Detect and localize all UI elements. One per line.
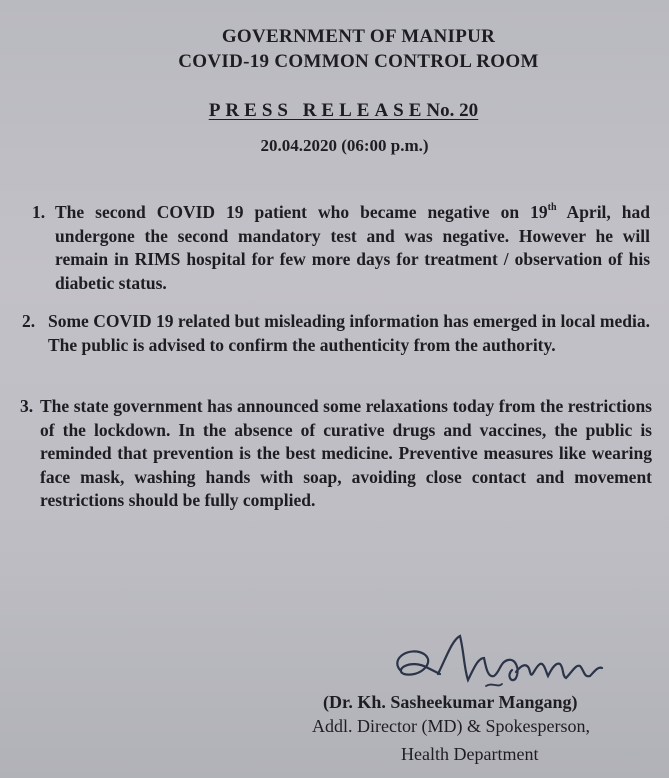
item-text: The second COVID 19 patient who became negative on 19th April, had undergone the second mandatory test and was negative. However he will remain in RIMS hospital for few more days for treatment / observation of his diabetic status. xyxy=(55,202,650,293)
signatory-name: (Dr. Kh. Sasheekumar Mangang) xyxy=(323,692,578,712)
press-release-title xyxy=(0,100,669,122)
release-date: 20.04.2020 (06:00 p.m.) xyxy=(260,136,429,155)
item-number: 1. xyxy=(32,202,46,222)
handwritten-signature xyxy=(380,628,620,698)
item-text: The state government has announced some relaxations today from the restrictions of the lockdown. In the absence of curative drugs and vaccines, the public is reminded that prevention is the best medicine. Preventive measures like wearing face mask, washing hands with soap, avoiding close contact and movement restrictions should be fully complied. xyxy=(40,396,652,511)
list-item xyxy=(30,201,650,295)
control-room-heading: COVID-19 COMMON CONTROL ROOM xyxy=(178,51,539,72)
signatory-department: Health Department xyxy=(401,744,539,764)
list-item xyxy=(20,395,652,513)
item-number: 3. xyxy=(20,396,34,416)
item-text: Some COVID 19 related but misleading information has emerged in local media. The public is advised to confirm the authenticity from the authority. xyxy=(48,311,650,355)
signatory-title: Addl. Director (MD) & Spokesperson, xyxy=(312,716,590,736)
government-heading: GOVERNMENT OF MANIPUR xyxy=(221,26,496,47)
item-number: 2. xyxy=(22,311,36,331)
list-item xyxy=(22,310,650,357)
press-release-label: PRESS RELEASE xyxy=(208,100,427,121)
press-release-number: No. 20 xyxy=(426,100,479,121)
